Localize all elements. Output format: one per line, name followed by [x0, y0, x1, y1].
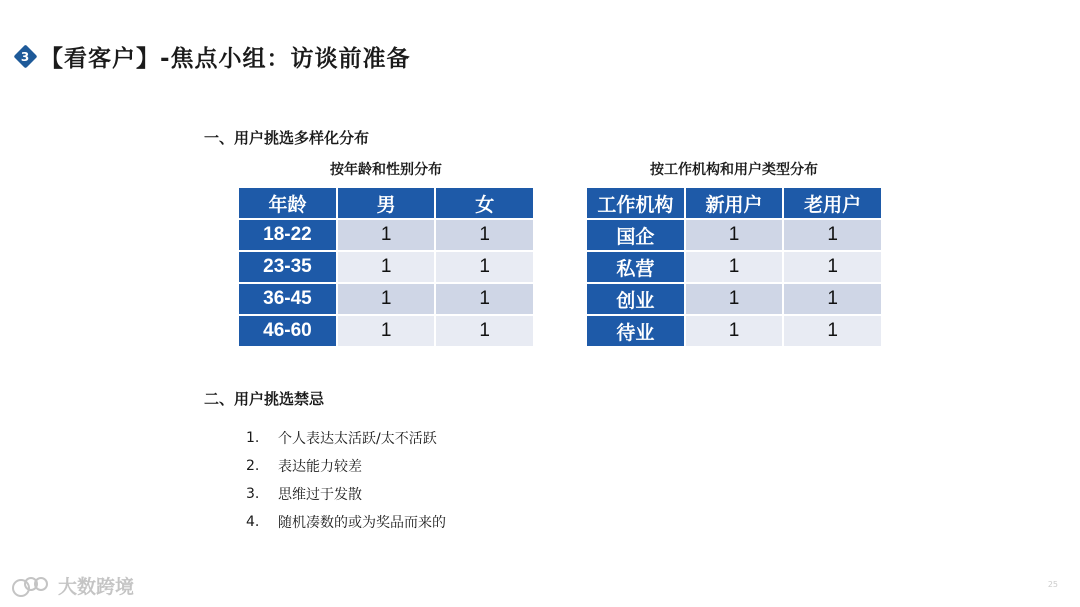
table-header-cell: 女 [435, 187, 534, 219]
list-item-text: 个人表达太活跃/太不活跃 [278, 431, 437, 447]
table-row [586, 283, 882, 315]
taboo-list [246, 424, 446, 536]
table-row [238, 251, 534, 283]
table-row [238, 283, 534, 315]
table-cell: 1 [435, 315, 534, 347]
row-label: 创业 [586, 283, 685, 315]
table-cell: 1 [685, 251, 784, 283]
table-cell: 1 [685, 219, 784, 251]
number-badge [14, 46, 36, 68]
page-number: 25 [1047, 580, 1058, 589]
list-item-text: 思维过于发散 [278, 487, 362, 503]
table-cell: 1 [783, 283, 882, 315]
table-header-cell: 新用户 [685, 187, 784, 219]
list-item [246, 508, 446, 536]
list-item-number: 2. [246, 458, 260, 474]
table-row [238, 219, 534, 251]
list-item-number: 1. [246, 430, 260, 446]
row-label: 国企 [586, 219, 685, 251]
table-header-cell: 年龄 [238, 187, 337, 219]
table-cell: 1 [337, 251, 436, 283]
table-cell: 1 [783, 315, 882, 347]
list-item [246, 424, 446, 452]
list-item [246, 452, 446, 480]
table-cell: 1 [435, 283, 534, 315]
table-cell: 1 [783, 219, 882, 251]
watermark-logo-icon [12, 575, 52, 597]
watermark-text: 大数跨境 [58, 576, 135, 598]
table-header-cell: 工作机构 [586, 187, 685, 219]
row-label: 23-35 [238, 251, 337, 283]
row-label: 待业 [586, 315, 685, 347]
table-cell: 1 [337, 315, 436, 347]
table-header-cell: 老用户 [783, 187, 882, 219]
table-row [586, 315, 882, 347]
section1-heading: 一、用户挑选多样化分布 [204, 129, 370, 147]
row-label: 私营 [586, 251, 685, 283]
list-item-text: 随机凑数的或为奖品而来的 [278, 515, 446, 531]
table-header-row [238, 187, 534, 219]
table-header-cell: 男 [337, 187, 436, 219]
table-row [586, 251, 882, 283]
table-cell: 1 [337, 283, 436, 315]
org-type-table [585, 186, 883, 348]
list-item-number: 4. [246, 514, 260, 530]
table-cell: 1 [685, 315, 784, 347]
list-item [246, 480, 446, 508]
table-cell: 1 [435, 219, 534, 251]
row-label: 18-22 [238, 219, 337, 251]
table-cell: 1 [337, 219, 436, 251]
table-row [238, 315, 534, 347]
age-gender-table [237, 186, 535, 348]
watermark [12, 572, 134, 599]
table-row [586, 219, 882, 251]
table-cell: 1 [435, 251, 534, 283]
list-item-text: 表达能力较差 [278, 459, 362, 475]
page-title: 【看客户】-焦点小组：访谈前准备 [40, 46, 411, 72]
table-cell: 1 [783, 251, 882, 283]
row-label: 36-45 [238, 283, 337, 315]
age-gender-caption: 按年龄和性别分布 [330, 162, 442, 178]
org-type-caption: 按工作机构和用户类型分布 [650, 162, 818, 178]
table-header-row [586, 187, 882, 219]
row-label: 46-60 [238, 315, 337, 347]
table-cell: 1 [685, 283, 784, 315]
number-badge-label: 3 [20, 49, 30, 64]
list-item-number: 3. [246, 486, 260, 502]
section2-heading: 二、用户挑选禁忌 [204, 390, 325, 408]
slide-title-row [14, 40, 411, 73]
